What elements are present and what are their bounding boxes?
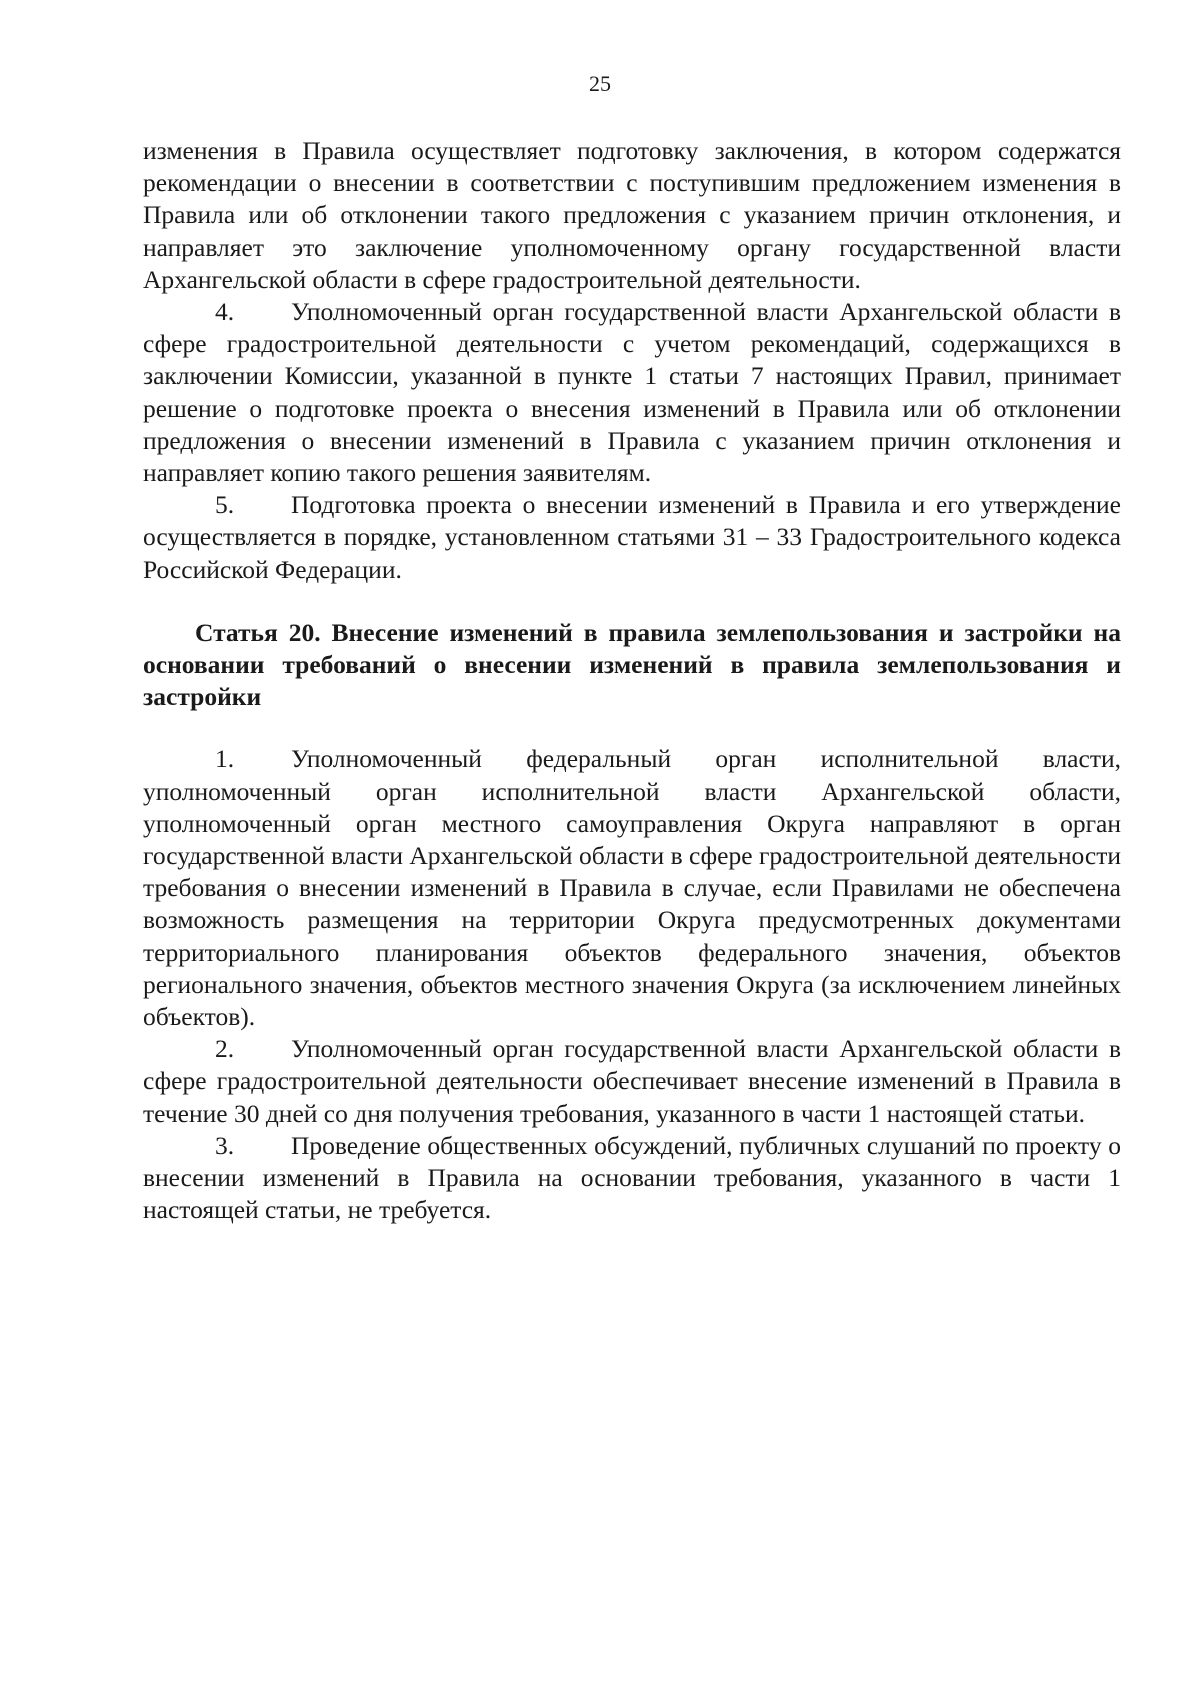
paragraph-text: Подготовка проекта о внесении изменений в Правила и его утверждение осуществляется в порядке, установленном статьями 31 – 33 Градостроительного кодекса Российской Федерации.: [143, 490, 1121, 584]
document-body: [143, 135, 1121, 1227]
paragraph-item-2: [143, 1033, 1121, 1130]
paragraph-text: Уполномоченный орган государственной власти Архангельской области в сфере градостроительной деятельности обеспечивает внесение изменений в Правила в течение 30 дней со дня получения требования, указанного в части 1 настоящей статьи.: [143, 1034, 1121, 1128]
heading-spacer: [143, 713, 1121, 743]
paragraph-text: Уполномоченный федеральный орган исполнительной власти, уполномоченный орган исполнительной власти Архангельской области, уполномоченный орган местного самоуправления Округа направляют в орган государственной власти Архангельской области в сфере градостроительной деятельности требования о внесении изменений в Правила в случае, если Правилами не обеспечена возможность размещения на территории Округа предусмотренных документами территориального планирования объектов федерального значения, объектов регионального значения, объектов местного значения Округа (за исключением линейных объектов).: [143, 744, 1121, 1032]
paragraph-item-4: [143, 296, 1121, 489]
paragraph-number: 4.: [215, 297, 235, 327]
paragraph-number: 5.: [215, 490, 235, 520]
paragraph-text: изменения в Правила осуществляет подготовку заключения, в котором содержатся рекомендации о внесении в соответствии с поступившим предложением изменения в Правила или об отклонении такого предложения с указанием причин отклонения, и направляет это заключение уполномоченному органу государственной власти Архангельской области в сфере градостроительной деятельности.: [143, 136, 1121, 294]
paragraph-item-1: [143, 743, 1121, 1033]
paragraph-text: Уполномоченный орган государственной власти Архангельской области в сфере градостроительной деятельности с учетом рекомендаций, содержащихся в заключении Комиссии, указанной в пункте 1 статьи 7 настоящих Правил, принимает решение о подготовке проекта о внесения изменений в Правила или об отклонении предложения о внесении изменений в Правила с указанием причин отклонения и направляет копию такого решения заявителям.: [143, 297, 1121, 488]
page-number: 25: [589, 71, 611, 96]
paragraph-number: 1.: [215, 744, 235, 774]
article-heading: Статья 20. Внесение изменений в правила землепользования и застройки на основании требований о внесении изменений в правила землепользования и застройки: [143, 617, 1121, 712]
paragraph-number: 3.: [215, 1130, 235, 1160]
paragraph-text: Проведение общественных обсуждений, публичных слушаний по проекту о внесении изменений в Правила на основании требования, указанного в части 1 настоящей статьи, не требуется.: [143, 1130, 1121, 1225]
paragraph-item-3: [143, 1130, 1121, 1227]
paragraph-number: 2.: [215, 1034, 235, 1064]
paragraph-item-5: [143, 489, 1121, 586]
paragraph-continuation: [143, 135, 1121, 296]
